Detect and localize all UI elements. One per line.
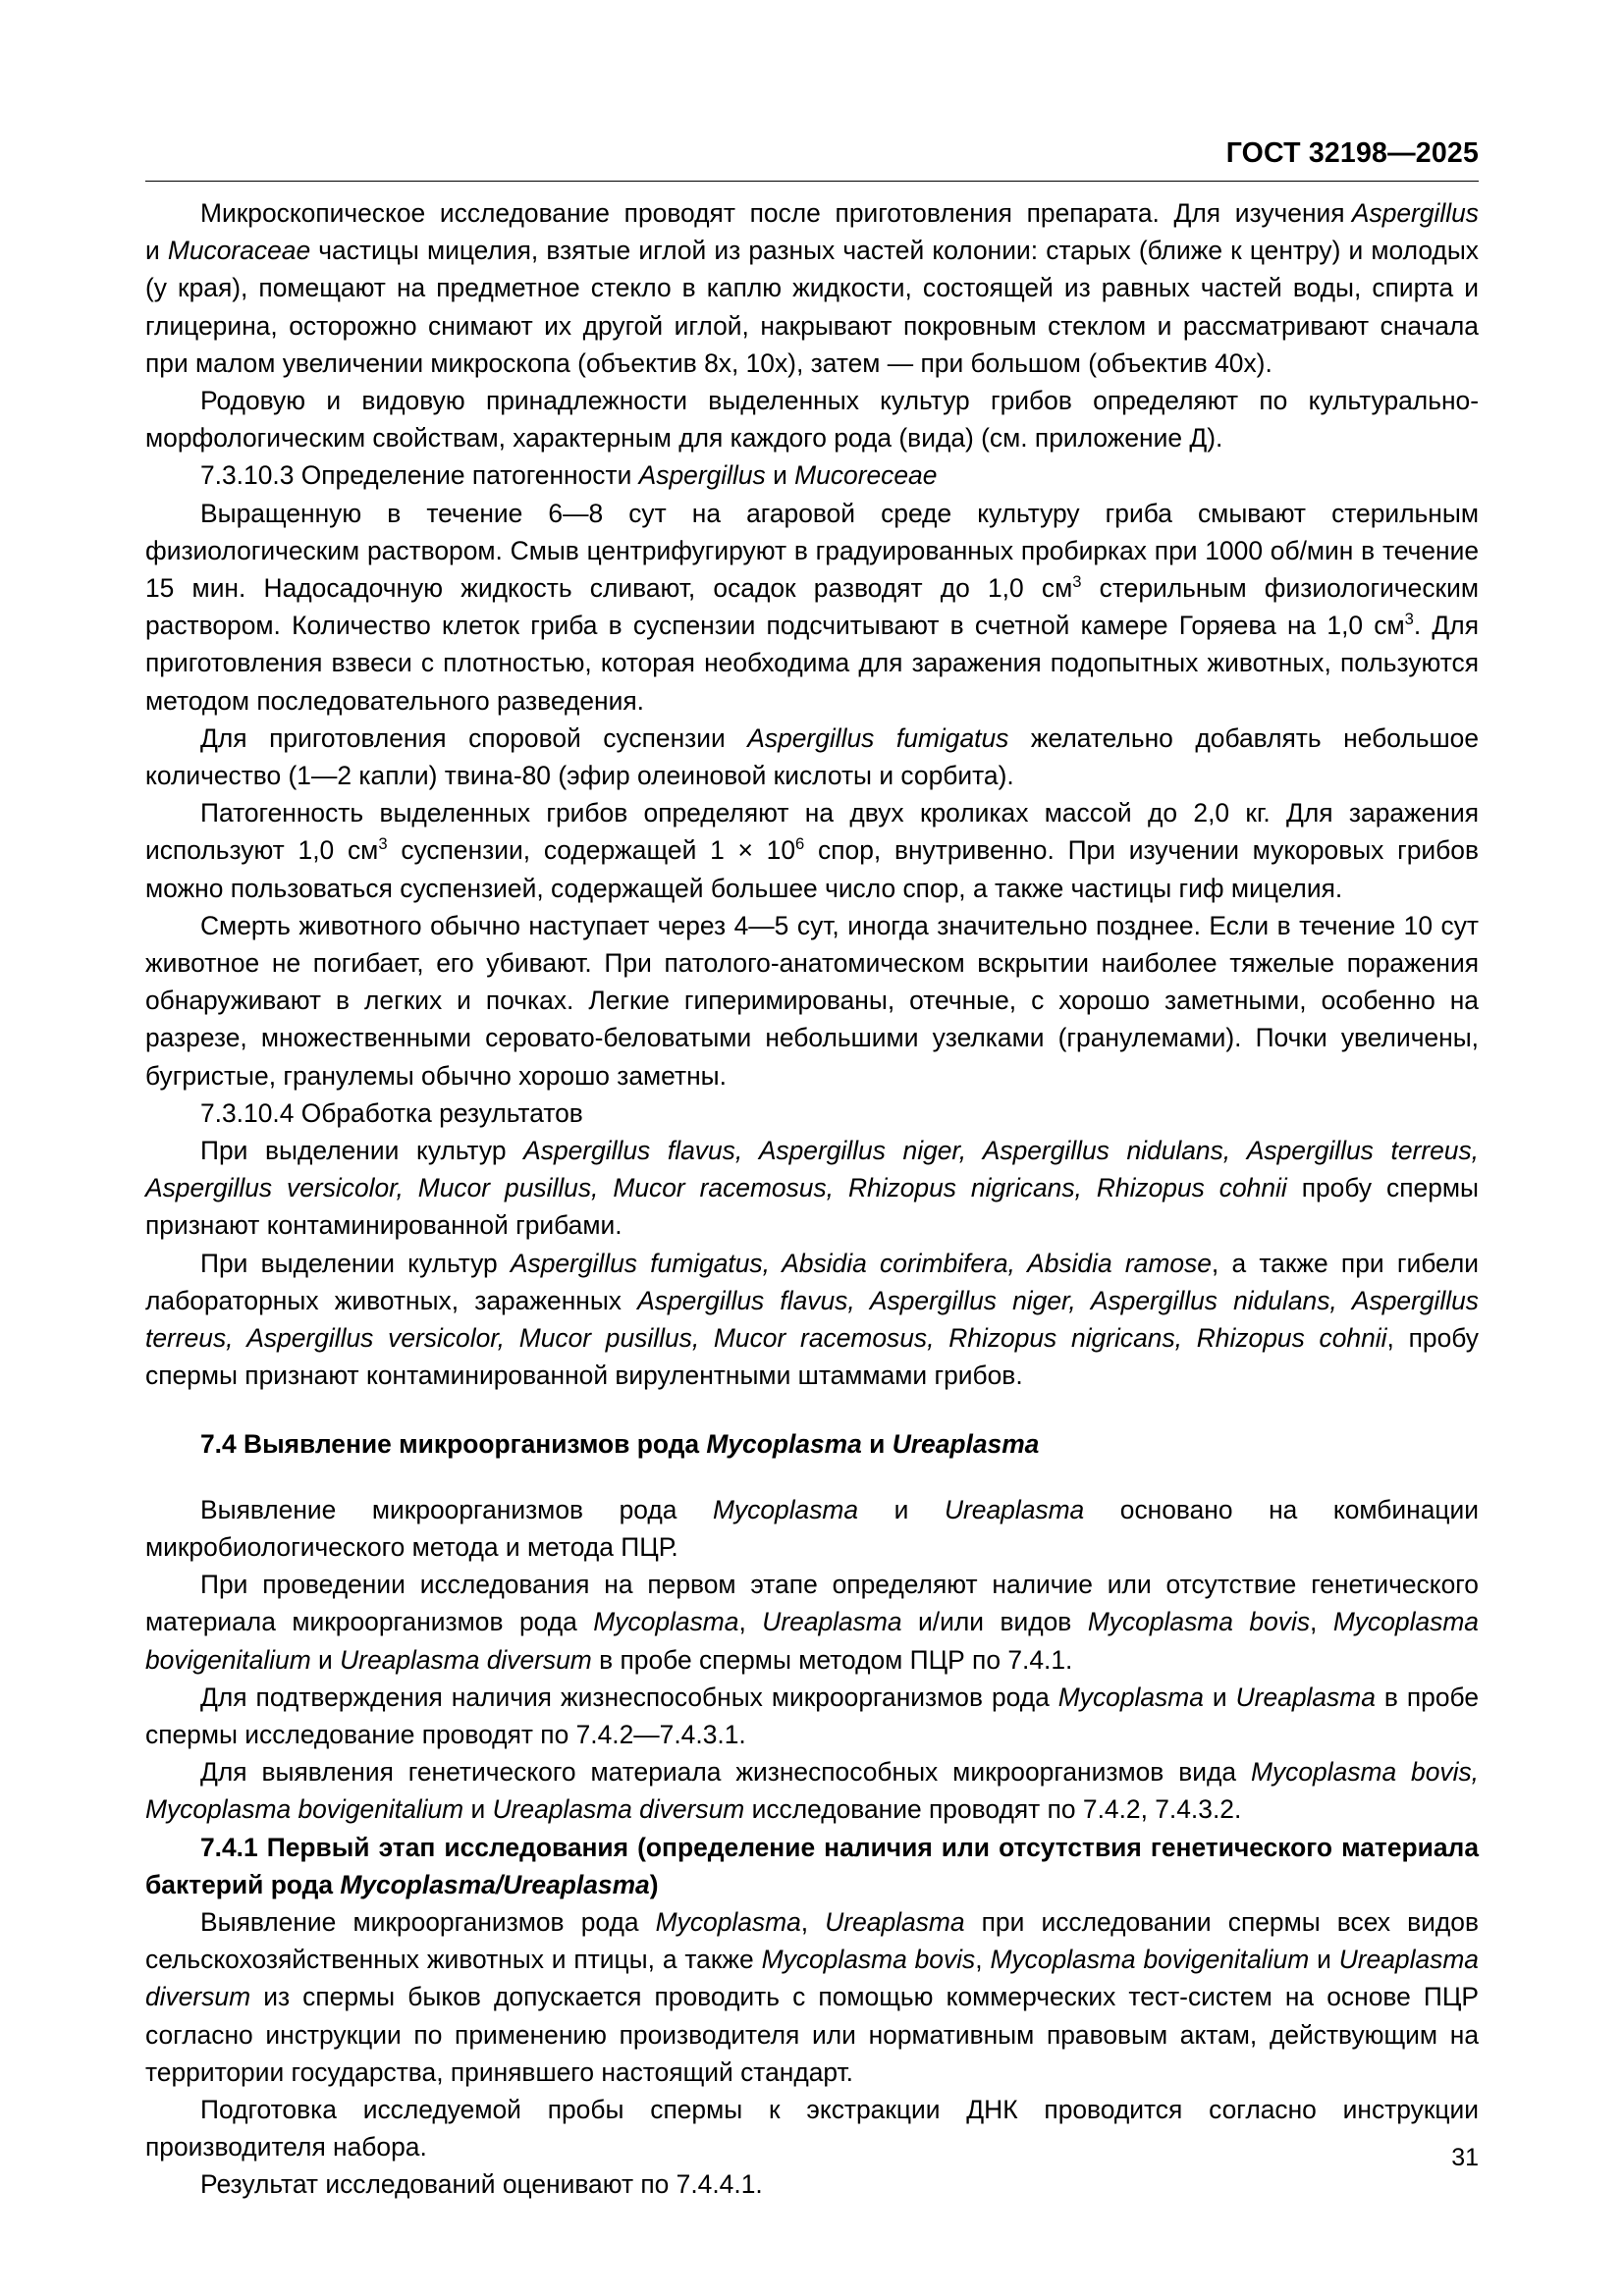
paragraph-pathogenicity-rabbits: Патогенность выделенных грибов определяют на двух кроликах массой до 2,0 кг. Для заражения используют 1,0 $см^3$ суспензии, содержащей $1 \times 10^6$ спор, внутривенно. При изучении мукоровых грибов можно пользоваться суспензией, содержащей большее число спор, а также частицы гиф мицелия. [145, 798, 1479, 903]
text-column [145, 194, 1479, 2204]
paragraph-spore-suspension: Для приготовления споровой суспензии Aspergillus fumigatus желательно добавлять небольшое количество (1—2 капли) твина-80 (эфир олеиновой кислоты и сорбита). [145, 722, 1480, 791]
header-rule [145, 181, 1479, 182]
paragraph-result-evaluation: Результат исследований оценивают по 7.4.4.1. [200, 2169, 763, 2200]
paragraph-animal-death: Смерть животного обычно наступает через 4—5 сут, иногда значительно позднее. Если в течение 10 сут животное не погибает, его убивают. При патолого-анатомическом вскрытии наиболее тяжелые поражения обнаруживают в легких и почках. Легкие гиперимированы, отечные, с хорошо заметными, особенно на разрезе, множественными серовато-беловатыми небольшими узелками (гранулемами). Почки увеличены, бугристые, гранулемы обычно хорошо заметны. [145, 910, 1479, 1091]
paragraph-confirm-viable: Для подтверждения наличия жизнеспособных микроорганизмов рода Mycoplasma и Ureaplasma в пробе спермы исследование проводят по 7.4.2—7.4.3.1. [145, 1682, 1480, 1749]
paragraph-culture-wash: Выращенную в течение 6—8 сут на агаровой среде культуру гриба смывают стерильным физиологическим раствором. Смыв центрифугируют в градуированных пробирках при 1000 об/мин в течение 15 мин. Надосадочную жидкость сливают, осадок разводят до 1,0 $см^3$ стерильным физиологическим раствором. Количество клеток гриба в суспензии подсчитывают в счетной камере Горяева на 1,0 $см^3$. Для приготовления взвеси с плотностью, которая необходима для заражения подопытных животных, пользуются методом последовательного разведения. [145, 498, 1479, 716]
paragraph-genus-species: Родовую и видовую принадлежности выделенных культур грибов определяют по культурально-морфологическим свойствам, характерным для каждого рода (вида) (см. приложение Д). [145, 386, 1479, 454]
paragraph-first-stage: При проведении исследования на первом этапе определяют наличие или отсутствие генетического материала микроорганизмов рода Mycoplasma, Ureaplasma и/или видов Mycoplasma bovis, Mycoplasma bovigenitalium и Ureaplasma diversum в пробе спермы методом ПЦР по 7.4.1. [145, 1570, 1479, 1675]
paragraph-microscopy: Микроскопическое исследование проводят после приготовления препарата. Для изучения Aspergillus и Mucoraceae частицы мицелия, взятые иглой из разных частей колонии: старых (ближе к центру) и молодых (у края), помещают на предметное стекло в каплю жидкости, состоящей из равных частей воды, спирта и глицерина, осторожно снимают их другой иглой, накрывают покровным стеклом и рассматривают сначала при малом увеличении микроскопа (объектив 8х, 10х), затем — при большом (объектив 40х). [145, 198, 1479, 378]
running-header [145, 137, 1479, 183]
paragraph-genetic-material-species: Для выявления генетического материала жизнеспособных микроорганизмов вида Mycoplasma bovis, Mycoplasma bovigenitalium и Ureaplasma diversum исследование проводят по 7.4.2, 7.4.3.2. [145, 1757, 1479, 1825]
paragraph-contaminated-fungi: При выделении культур Aspergillus flavus, Aspergillus niger, Aspergillus nidulans, Aspergillus terreus, Aspergillus versicolor, Mucor pusillus, Mucor racemosus, Rhizopus nigricans, Rhizopus cohnii пробу спермы признают контаминированной грибами. [145, 1136, 1479, 1241]
paragraph-virulent-strains: При выделении культур Aspergillus fumigatus, Absidia corimbifera, Absidia ramose, а также при гибели лабораторных животных, зараженных Aspergillus flavus, Aspergillus niger, Aspergillus nidulans, Aspergillus terreus, Aspergillus versicolor, Mucor pusillus, Mucor racemosus, Rhizopus nigricans, Rhizopus cohnii, пробу спермы признают контаминированной вирулентными штаммами грибов. [145, 1248, 1480, 1391]
paragraph-dna-extraction: Подготовка исследуемой пробы спермы к экстракции ДНК проводится согласно инструкции производителя набора. [145, 2094, 1479, 2163]
paragraph-detection-basis: Выявление микроорганизмов рода Mycoplasma и Ureaplasma основано на комбинации микробиологического метода и метода ПЦР. [145, 1494, 1479, 1562]
page-number: 31 [1451, 2144, 1479, 2171]
standard-number: ГОСТ 32198—2025 [1225, 137, 1479, 169]
clause-title-7-3-10-3: 7.3.10.3 Определение патогенности Aspergillus и Mucoreceae [200, 460, 938, 491]
heading-7-4: 7.4 Выявление микроорганизмов рода Mycoplasma и Ureaplasma [200, 1428, 1040, 1459]
heading-7-4-1: 7.4.1 Первый этап исследования (определение наличия или отсутствия генетического материала бактерий рода Mycoplasma/Ureaplasma) [145, 1832, 1479, 1899]
clause-title-7-3-10-4: 7.3.10.4 Обработка результатов [200, 1097, 583, 1128]
paragraph-test-systems: Выявление микроорганизмов рода Mycoplasma, Ureaplasma при исследовании спермы всех видов сельскохозяйственных животных и птицы, а также Mycoplasma bovis, Mycoplasma bovigenitalium и Ureaplasma diversum из спермы быков допускается проводить с помощью коммерческих тест-систем на основе ПЦР согласно инструкции по применению производителя или нормативным правовым актам, действующим на территории государства, принявшего настоящий стандарт. [145, 1906, 1479, 2087]
